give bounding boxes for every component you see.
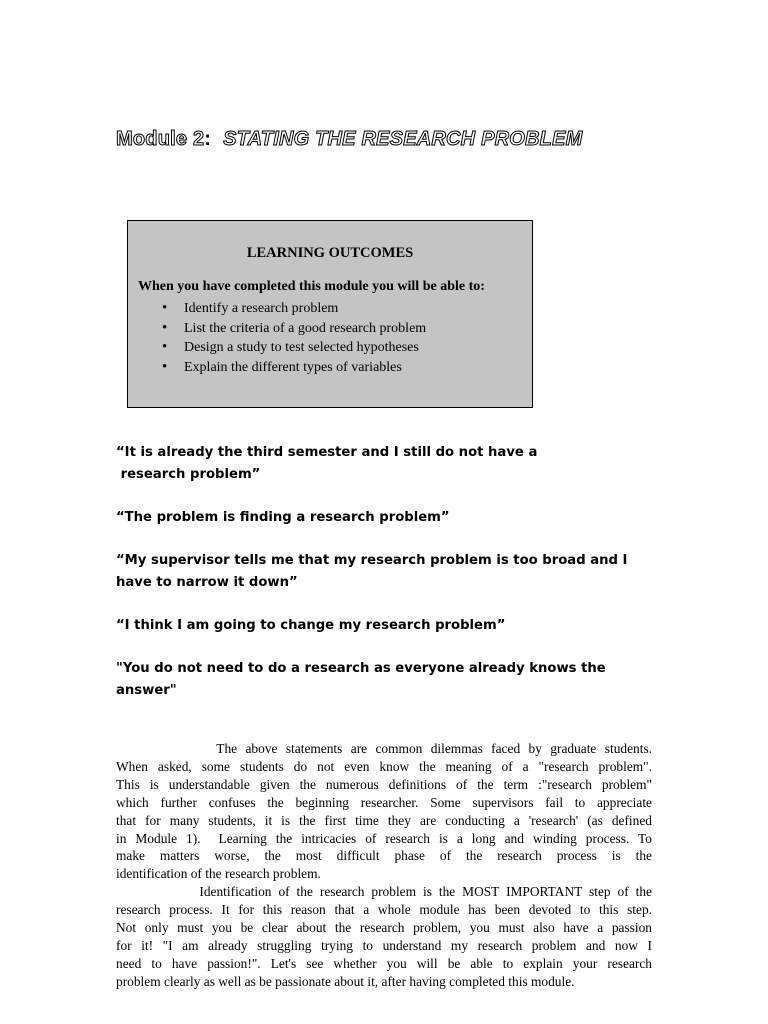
quote-line: “I think I am going to change my research problem”: [116, 618, 506, 633]
paragraph-line: Identification of the research problem is the MOST IMPORTANT step of the: [116, 884, 652, 899]
learning-outcomes-intro: When you have completed this module you will be able to:: [138, 279, 485, 294]
learning-outcome-item: • Design a study to test selected hypotheses: [162, 338, 426, 358]
paragraph-line: When asked, some students do not even know the meaning of a "research problem".: [116, 758, 652, 774]
learning-outcome-item: • Identify a research problem: [162, 299, 426, 319]
learning-outcomes-title: LEARNING OUTCOMES: [246, 245, 414, 261]
paragraph-line: for it! "I am already struggling trying to understand my research problem and now I: [116, 937, 652, 953]
module-heading: STATING THE RESEARCH PROBLEM: [223, 128, 583, 150]
quote: [116, 442, 656, 485]
paragraph-line: This is understandable given the numerous definitions of the term :"research problem": [116, 776, 652, 792]
learning-outcomes-box: [127, 220, 533, 408]
quote: [116, 550, 656, 593]
quote-line: “The problem is finding a research problem”: [116, 510, 450, 525]
quote: [116, 507, 656, 529]
paragraph-line: The above statements are common dilemmas faced by graduate students.: [116, 741, 652, 756]
quote: [116, 658, 656, 701]
quote-line: “It is already the third semester and I still do not have a: [116, 445, 538, 460]
paragraph-line: which further confuses the beginning researcher. Some supervisors fail to appreciate: [116, 794, 652, 810]
paragraph-line: need to have passion!". Let's see whether you will be able to explain your research: [116, 955, 652, 971]
quote: [116, 615, 656, 637]
quote-line: research problem”: [116, 466, 261, 482]
title-colon: :: [204, 128, 212, 150]
learning-outcome-item: • Explain the different types of variables: [162, 358, 426, 378]
learning-outcomes-list: [162, 299, 426, 377]
module-label: Module 2: [116, 128, 205, 150]
quote-line: have to narrow it down”: [116, 574, 298, 590]
paragraph-line: identification of the research problem.: [116, 866, 321, 882]
page-title: [116, 128, 582, 151]
paragraph-line: in Module 1). Learning the intricacies of research is a long and winding process. To: [116, 830, 652, 846]
paragraph-line: research process. It for this reason that a whole module has been devoted to this step.: [116, 901, 652, 917]
paragraph-line: Not only must you be clear about the research problem, you must also have a passion: [116, 919, 652, 935]
quote-line: "You do not need to do a research as everyone already knows the: [116, 661, 606, 676]
quote-line: answer": [116, 682, 177, 698]
quote-line: “My supervisor tells me that my research problem is too broad and I: [116, 553, 628, 568]
paragraph-line: problem clearly as well as be passionate about it, after having completed this module.: [116, 973, 575, 989]
learning-outcome-item: • List the criteria of a good research problem: [162, 319, 426, 339]
paragraph-line: make matters worse, the most difficult phase of the research process is the: [116, 848, 652, 864]
paragraph-line: that for many students, it is the first time they are conducting a 'research' (as defined: [116, 812, 652, 828]
body-paragraph: [116, 883, 652, 990]
body-paragraph: [116, 740, 652, 883]
